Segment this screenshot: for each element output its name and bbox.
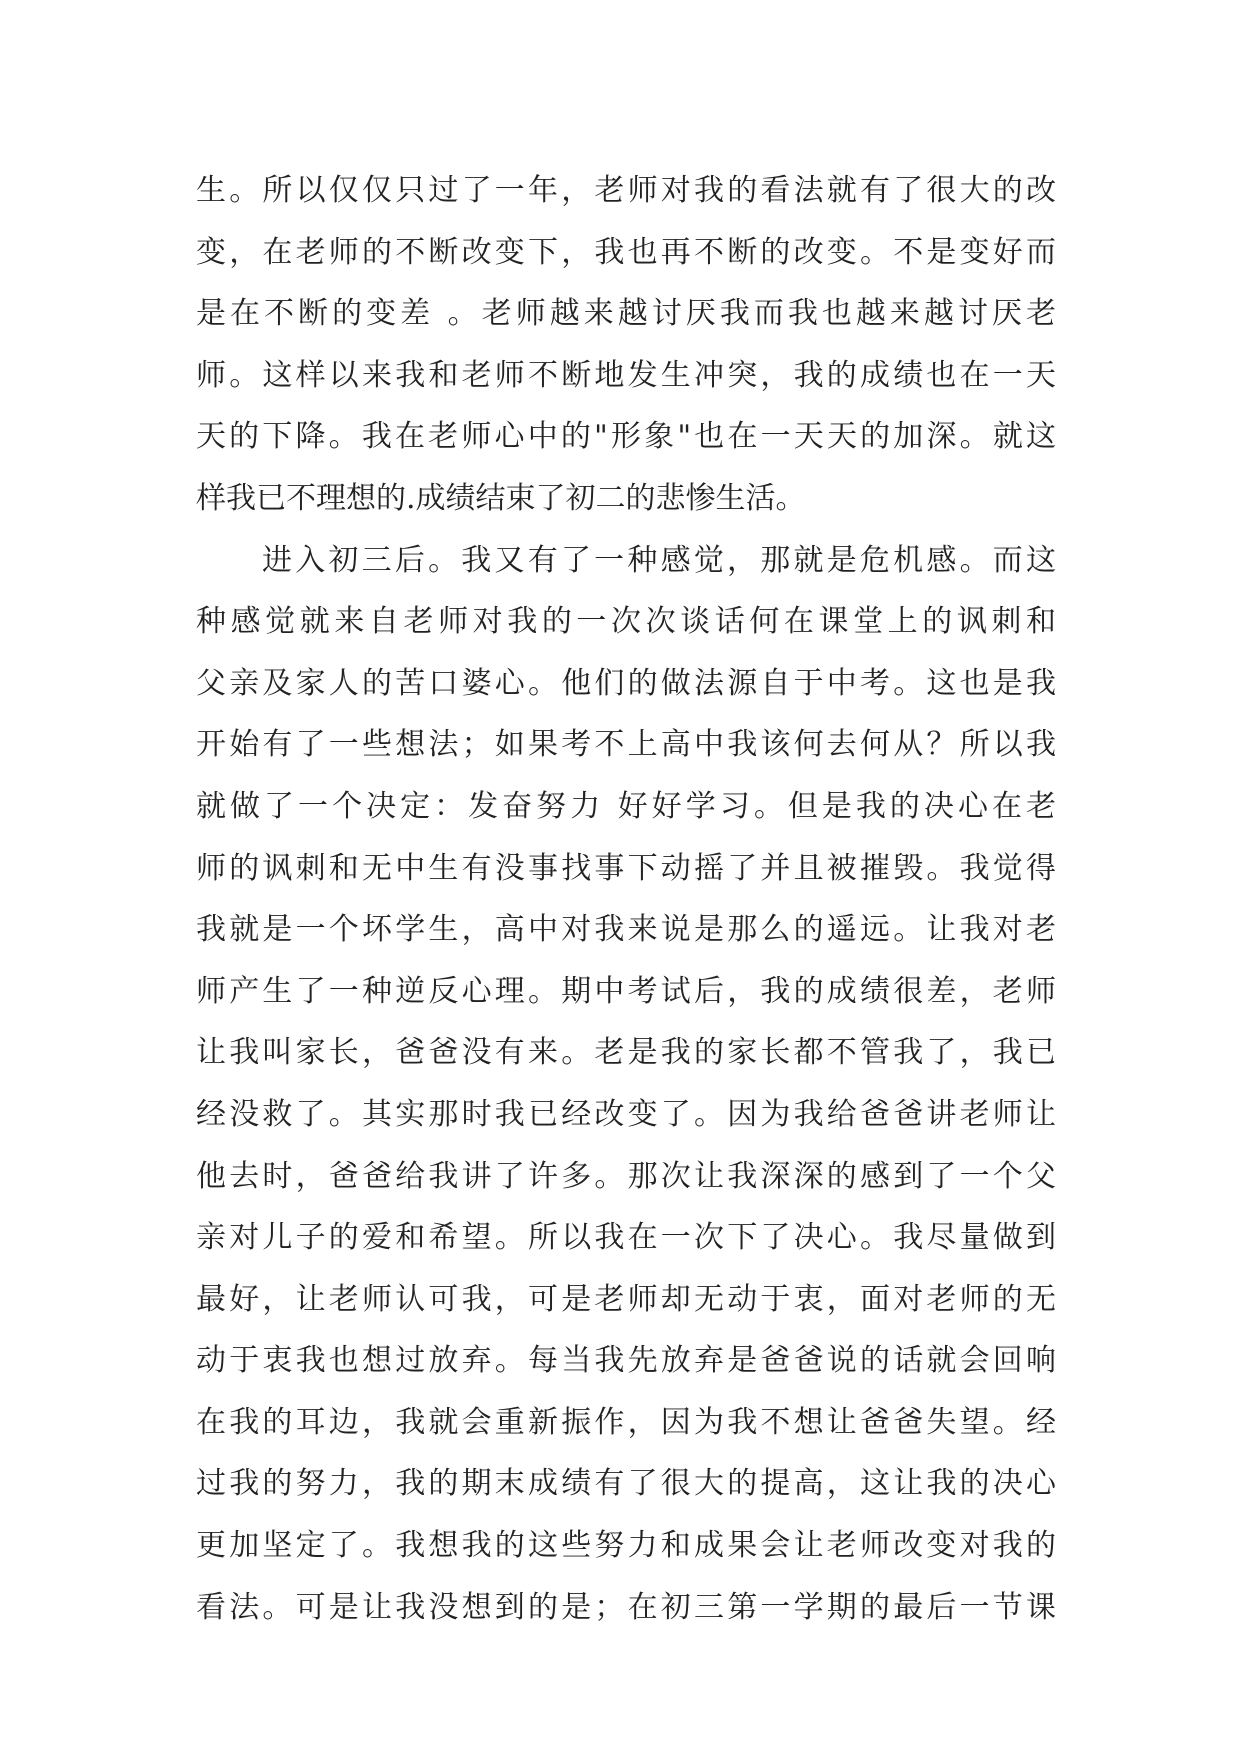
text-line: 就做了一个决定：发奋努力 好好学习。但是我的决心在老 xyxy=(196,788,1056,824)
text-line: 他去时，爸爸给我讲了许多。那次让我深深的感到了一个父 xyxy=(196,1158,1056,1194)
text-line: 让我叫家长，爸爸没有来。老是我的家长都不管我了，我已 xyxy=(196,1035,1056,1071)
document-page xyxy=(196,160,1056,1638)
text-line: 经没救了。其实那时我已经改变了。因为我给爸爸讲老师让 xyxy=(196,1096,1056,1132)
text-line: 更加坚定了。我想我的这些努力和成果会让老师改变对我的 xyxy=(196,1528,1056,1564)
text-line: 进入初三后。我又有了一种感觉，那就是危机感。而这 xyxy=(262,542,1056,578)
text-line: 师。这样以来我和老师不断地发生冲突，我的成绩也在一天 xyxy=(196,357,1056,393)
text-line: 开始有了一些想法；如果考不上高中我该何去何从？所以我 xyxy=(196,727,1056,763)
text-line: 我就是一个坏学生，高中对我来说是那么的遥远。让我对老 xyxy=(196,912,1056,948)
text-line: 过我的努力，我的期末成绩有了很大的提高，这让我的决心 xyxy=(196,1466,1056,1502)
text-line: 生。所以仅仅只过了一年，老师对我的看法就有了很大的改 xyxy=(196,173,1056,208)
text-line: 变，在老师的不断改变下，我也再不断的改变。不是变好而 xyxy=(196,234,1056,270)
text-line: 天的下降。我在老师心中的"形象"也在一天天的加深。就这 xyxy=(196,419,1056,455)
text-line: 样我已不理想的.成绩结束了初二的悲惨生活。 xyxy=(196,480,806,516)
text-line: 最好，让老师认可我，可是老师却无动于衷，面对老师的无 xyxy=(196,1281,1056,1317)
text-line: 亲对儿子的爱和希望。所以我在一次下了决心。我尽量做到 xyxy=(196,1220,1056,1256)
text-line: 动于衷我也想过放弃。每当我先放弃是爸爸说的话就会回响 xyxy=(196,1343,1056,1379)
text-line: 父亲及家人的苦口婆心。他们的做法源自于中考。这也是我 xyxy=(196,665,1056,701)
text-line: 师产生了一种逆反心理。期中考试后，我的成绩很差，老师 xyxy=(196,973,1056,1009)
text-line: 是在不断的变差 。老师越来越讨厌我而我也越来越讨厌老 xyxy=(196,296,1056,332)
text-line: 师的讽刺和无中生有没事找事下动摇了并且被摧毁。我觉得 xyxy=(196,850,1056,886)
text-line: 看法。可是让我没想到的是；在初三第一学期的最后一节课 xyxy=(196,1589,1056,1625)
text-line: 种感觉就来自老师对我的一次次谈话何在课堂上的讽刺和 xyxy=(196,604,1056,640)
text-line: 在我的耳边，我就会重新振作，因为我不想让爸爸失望。经 xyxy=(196,1404,1056,1440)
